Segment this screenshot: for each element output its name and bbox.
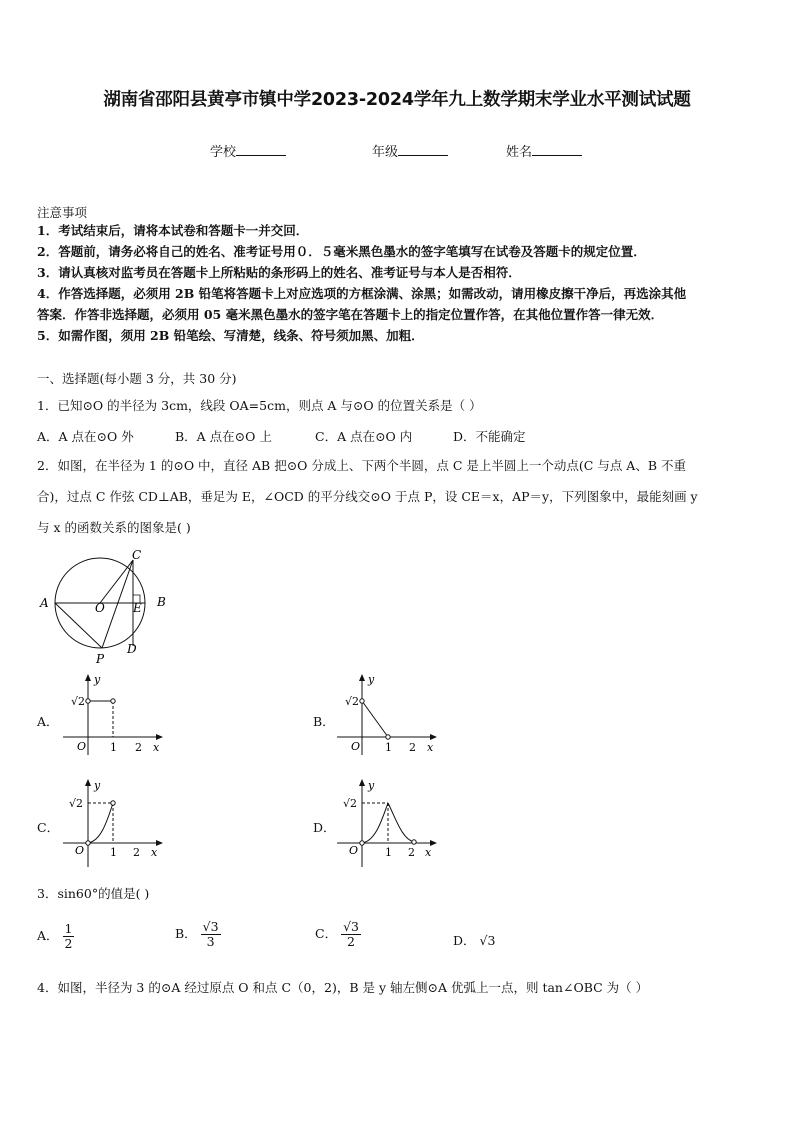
label-a: A	[40, 596, 49, 610]
label-b: B	[157, 595, 166, 609]
q2-graph-d[interactable]	[332, 775, 442, 870]
notice-item: 3．请认真核对监考员在答题卡上所粘贴的条形码上的姓名、准考证号与本人是否相符．	[37, 265, 521, 280]
name-blank[interactable]	[532, 143, 582, 156]
label-o: O	[95, 601, 105, 615]
q3-option-a-label: A．	[37, 928, 59, 943]
svg-text:y: y	[94, 779, 101, 792]
svg-text:x: x	[427, 741, 434, 754]
q3-option-c-label: C．	[315, 926, 338, 941]
notice-item: 答案．作答非选择题，必须用 05 毫米黑色墨水的签字笔在答题卡上的指定位置作答，在其他位置作答一律无效．	[37, 307, 664, 322]
q3-option-c-fraction: $\frac{√3}{2}$	[343, 919, 359, 949]
svg-text:O: O	[77, 740, 87, 753]
svg-text:2: 2	[409, 741, 416, 754]
svg-text:x: x	[425, 846, 432, 859]
svg-text:√2: √2	[345, 695, 360, 708]
school-blank[interactable]	[236, 143, 286, 156]
label-e: E	[133, 601, 142, 615]
q4-stem: 4．如图，半径为 3 的⊙A 经过原点 O 和点 C（0，2)，B 是 y 轴左侧⊙A 优弧上一点，则 tan∠OBC 为（ ）	[37, 980, 649, 995]
grade-field[interactable]	[372, 141, 448, 160]
page-title: 湖南省邵阳县黄亭市镇中学2023-2024学年九上数学期末学业水平测试试题	[103, 90, 691, 110]
svg-text:O: O	[351, 740, 361, 753]
q2-circle-figure	[30, 548, 180, 668]
q2-graph-c[interactable]	[58, 775, 168, 870]
q2-graph-a[interactable]	[58, 670, 168, 760]
svg-text:√2: √2	[343, 797, 358, 810]
q1-option-c[interactable]: C．A 点在⊙O 内	[315, 429, 413, 444]
label-c: C	[132, 548, 142, 562]
svg-text:y: y	[94, 673, 101, 686]
q2-graph-b[interactable]	[332, 670, 442, 760]
q1-option-d[interactable]: D．不能确定	[453, 429, 526, 444]
q3-option-d-label: D．	[453, 933, 476, 948]
q3-option-b-label: B．	[175, 926, 197, 941]
q3-option-a-fraction: $\frac{1}{2}$	[64, 921, 73, 951]
notice-item: 1．考试结束后，请将本试卷和答题卡一并交回．	[37, 223, 309, 238]
segment-oc	[100, 560, 133, 603]
q2-stem-line: 合)，过点 C 作弦 CD⊥AB，垂足为 E，∠OCD 的平分线交⊙O 于点 P，设 CE＝x，AP＝y，下列图象中，最能刻画 y	[37, 489, 698, 504]
q3-stem: 3．sin60°的值是( )	[37, 886, 150, 901]
svg-text:1: 1	[110, 741, 117, 754]
svg-text:2: 2	[135, 741, 142, 754]
q1-option-a[interactable]: A．A 点在⊙O 外	[37, 429, 134, 444]
label-d: D	[127, 642, 137, 656]
q3-option-a[interactable]	[37, 922, 74, 951]
q1-option-b[interactable]: B．A 点在⊙O 上	[175, 429, 272, 444]
name-label: 姓名	[506, 145, 533, 160]
svg-text:√2: √2	[69, 797, 84, 810]
name-field[interactable]	[506, 141, 582, 160]
notice-item: 2．答题前，请务必将自己的姓名、准考证号用０．５毫米黑色墨水的签字笔填写在试卷及答题卡的规定位置．	[37, 244, 646, 259]
section-heading: 一、选择题(每小题 3 分，共 30 分)	[37, 371, 237, 386]
q3-option-d[interactable]	[453, 931, 495, 949]
q2-stem-line: 与 x 的函数关系的图象是( )	[37, 520, 191, 535]
notice-item: 4．作答选择题，必须用 2B 铅笔将答题卡上对应选项的方框涂满、涂黑；如需改动，请用橡皮擦干净后，再选涂其他	[37, 286, 687, 301]
svg-text:y: y	[368, 779, 375, 792]
grade-blank[interactable]	[398, 143, 448, 156]
svg-text:1: 1	[385, 846, 392, 859]
svg-text:x: x	[151, 846, 158, 859]
svg-text:2: 2	[408, 846, 415, 859]
q2-stem-line: 2．如图，在半径为 1 的⊙O 中，直径 AB 把⊙O 分成上、下两个半圆，点 C 是上半圆上一个动点(C 与点 A、B 不重	[37, 458, 686, 473]
q2-option-b-label[interactable]: B．	[313, 714, 335, 729]
notice-heading: 注意事项	[37, 205, 88, 220]
q2-option-d-label[interactable]: D．	[313, 820, 336, 835]
svg-text:x: x	[153, 741, 160, 754]
q3-option-d-value: √3	[479, 933, 496, 948]
notice-item: 5．如需作图，须用 2B 铅笔绘、写清楚，线条、符号须加黑、加粗．	[37, 328, 424, 343]
q1-stem: 1．已知⊙O 的半径为 3cm，线段 OA=5cm，则点 A 与⊙O 的位置关系是（ ）	[37, 398, 482, 413]
svg-text:2: 2	[133, 846, 140, 859]
svg-text:y: y	[368, 673, 375, 686]
grade-label: 年级	[372, 145, 399, 160]
svg-text:O: O	[349, 844, 359, 857]
q2-option-c-label[interactable]: C．	[37, 820, 60, 835]
school-field[interactable]	[210, 141, 286, 160]
school-label: 学校	[210, 145, 237, 160]
svg-text:1: 1	[385, 741, 392, 754]
svg-text:1: 1	[110, 846, 117, 859]
segment-cp	[102, 560, 133, 648]
q3-option-b-fraction: $\frac{√3}{3}$	[202, 919, 219, 949]
svg-text:O: O	[75, 844, 85, 857]
svg-text:√2: √2	[71, 695, 86, 708]
q3-option-b[interactable]	[175, 920, 221, 949]
q3-option-c[interactable]	[315, 920, 361, 949]
label-p: P	[96, 652, 105, 666]
q2-option-a-label[interactable]: A．	[37, 714, 59, 729]
